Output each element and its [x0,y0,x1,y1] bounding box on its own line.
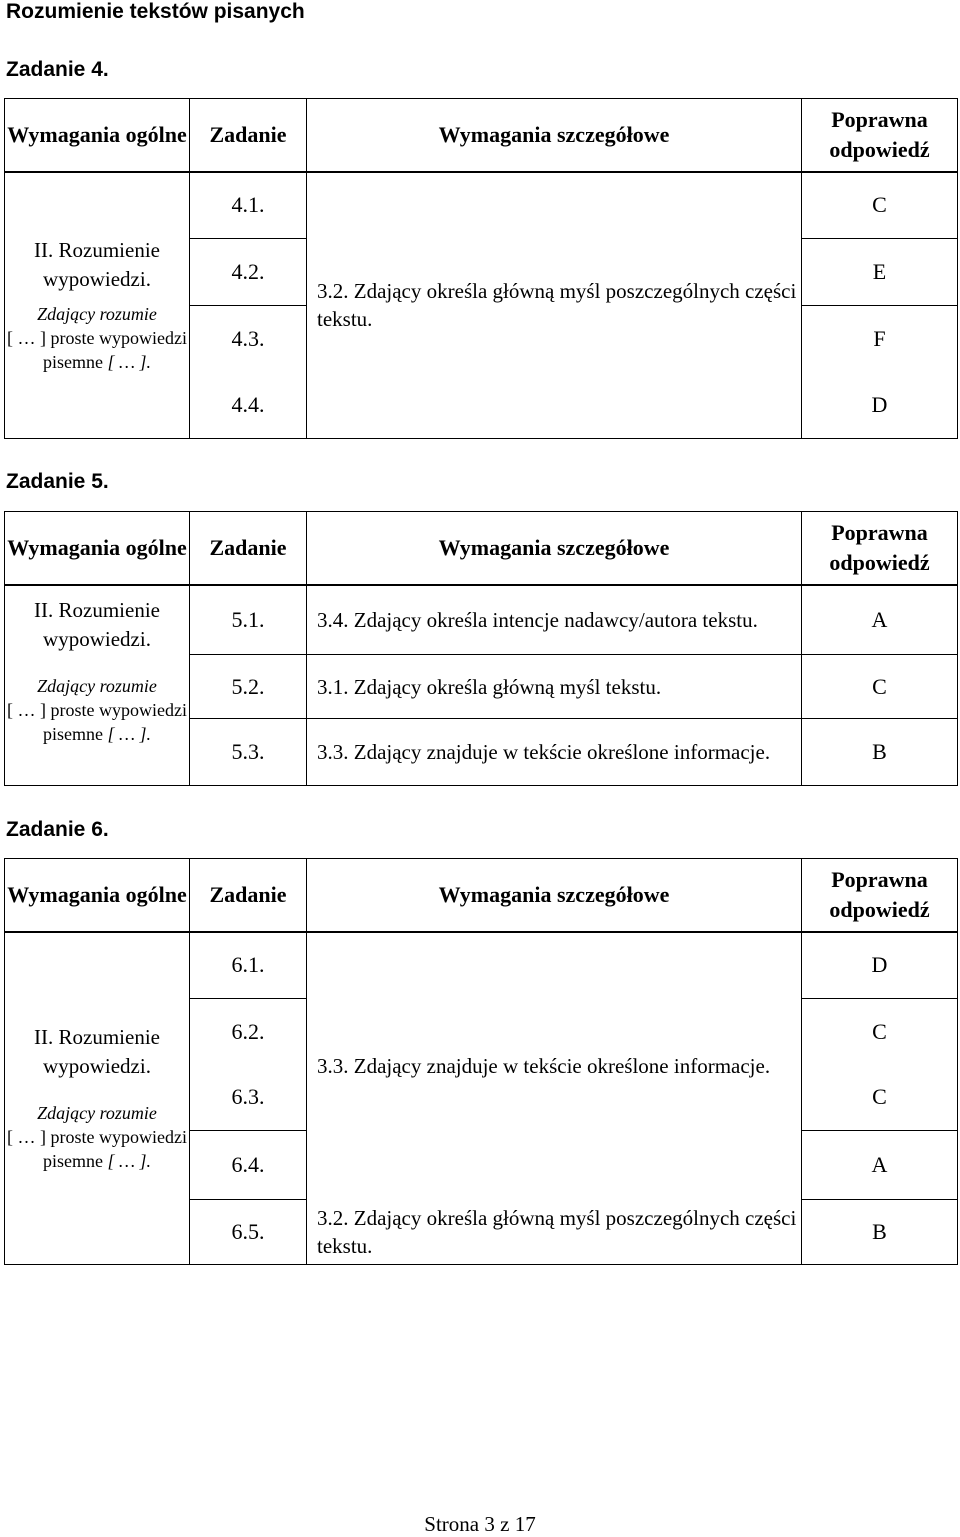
task-number: 5.3. [190,719,307,786]
specific-requirement: 3.4. Zdający określa intencje nadawcy/autora tekstu. [307,585,802,655]
answer: F [802,306,958,373]
specific-requirement: 3.1. Zdający określa główną myśl tekstu. [307,655,802,719]
specific-requirement: 3.2. Zdający określa główną myśl poszczególnych części tekstu. [307,1200,802,1265]
task6-title: Zadanie 6. [6,818,109,841]
general-main: II. Rozumienie wypowiedzi. [34,1025,160,1079]
answer: D [802,373,958,439]
header-answer: Poprawna odpowiedź [802,99,958,172]
general-sub-suffix: [ … ]. [107,352,151,373]
answer: A [802,585,958,655]
specific-requirement: 3.2. Zdający określa główną myśl poszczególnych części tekstu. [307,172,802,439]
task6-table [4,858,958,1265]
header-answer: Poprawna odpowiedź [802,859,958,932]
task-number: 5.2. [190,655,307,719]
answer: C [802,172,958,239]
answer: B [802,719,958,786]
header-answer: Poprawna odpowiedź [802,512,958,585]
header-task: Zadanie [190,859,307,932]
task4-table [4,98,958,439]
header-task: Zadanie [190,99,307,172]
task-number: 4.3. [190,306,307,373]
task-number: 4.2. [190,239,307,306]
answer: C [802,999,958,1065]
general-requirement [5,172,190,439]
task-number: 6.5. [190,1200,307,1265]
header-specific: Wymagania szczegółowe [307,859,802,932]
general-sub-prefix: Zdający rozumie [37,1103,157,1124]
page-footer: Strona 3 z 17 [424,1512,536,1536]
header-general: Wymagania ogólne [5,859,190,932]
general-sub-middle: [ … ] proste wypowiedzi pisemne [7,699,187,744]
general-main: II. Rozumienie wypowiedzi. [34,238,160,292]
page-heading: Rozumienie tekstów pisanych [6,0,305,23]
task5-table [4,511,958,786]
answer: A [802,1131,958,1200]
general-sub-suffix: [ … ]. [107,1151,151,1172]
general-sub-suffix: [ … ]. [107,723,151,744]
general-requirement [5,932,190,1265]
header-general: Wymagania ogólne [5,512,190,585]
task-number: 6.1. [190,932,307,999]
general-main: II. Rozumienie wypowiedzi. [34,597,160,651]
header-specific: Wymagania szczegółowe [307,512,802,585]
general-requirement [5,585,190,786]
general-sub-middle: [ … ] proste wypowiedzi pisemne [7,328,187,373]
task4-title: Zadanie 4. [6,58,109,81]
specific-requirement: 3.3. Zdający znajduje w tekście określone informacje. [307,932,802,1200]
general-sub-prefix: Zdający rozumie [37,675,157,696]
answer: C [802,655,958,719]
task-number: 6.4. [190,1131,307,1200]
task-number: 6.2. [190,999,307,1065]
header-general: Wymagania ogólne [5,99,190,172]
header-specific: Wymagania szczegółowe [307,99,802,172]
answer: E [802,239,958,306]
answer: C [802,1065,958,1131]
task-number: 5.1. [190,585,307,655]
general-sub-prefix: Zdający rozumie [37,304,157,325]
general-sub-middle: [ … ] proste wypowiedzi pisemne [7,1127,187,1172]
task-number: 4.4. [190,373,307,439]
specific-requirement: 3.3. Zdający znajduje w tekście określone informacje. [307,719,802,786]
task-number: 6.3. [190,1065,307,1131]
header-task: Zadanie [190,512,307,585]
answer: B [802,1200,958,1265]
task5-title: Zadanie 5. [6,470,109,493]
task-number: 4.1. [190,172,307,239]
answer: D [802,932,958,999]
